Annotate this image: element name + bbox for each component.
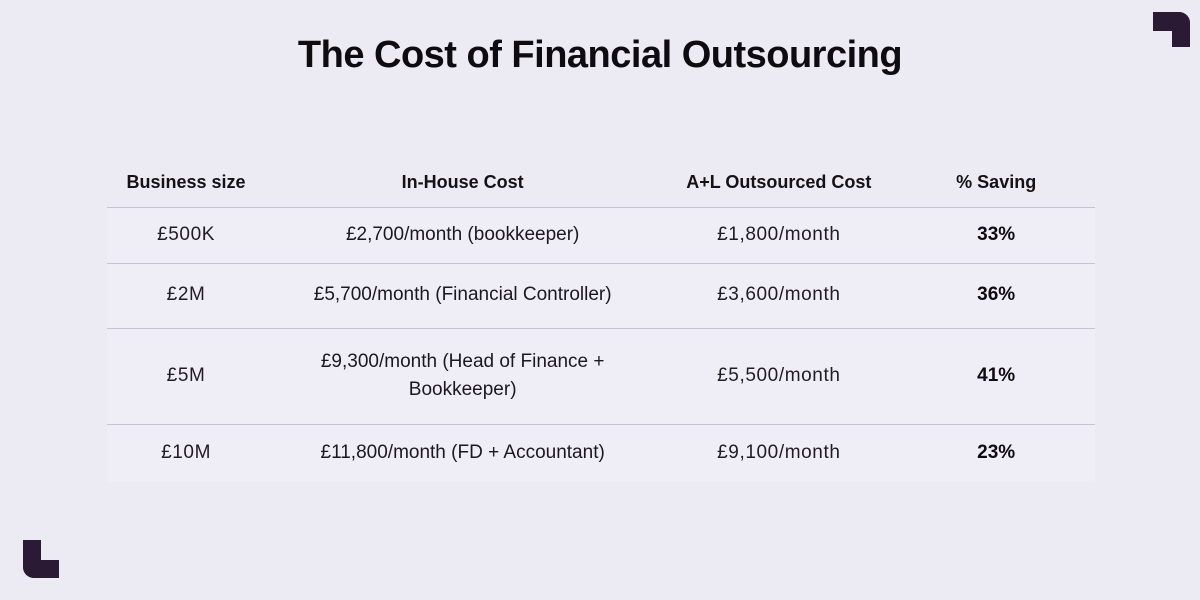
corner-bracket-top-right-icon <box>1153 12 1190 47</box>
table-row <box>107 207 1095 263</box>
table-row <box>107 263 1095 328</box>
page-title: The Cost of Financial Outsourcing <box>297 34 903 76</box>
column-header-business-size: Business size <box>107 158 265 207</box>
cell-percent-saving: 33% <box>897 207 1095 263</box>
cell-business-size: £5M <box>107 328 265 424</box>
cell-business-size: £10M <box>107 424 265 482</box>
l-bracket-bottom-left-icon <box>23 540 59 578</box>
column-header-percent-saving: % Saving <box>897 158 1095 207</box>
cell-in-house-cost: £11,800/month (FD + Accountant) <box>265 424 660 482</box>
table-row <box>107 328 1095 424</box>
cell-in-house-cost: £9,300/month (Head of Finance + Bookkeeper) <box>265 328 660 424</box>
cell-outsourced-cost: £3,600/month <box>660 263 897 328</box>
cell-outsourced-cost: £9,100/month <box>660 424 897 482</box>
cell-business-size: £2M <box>107 263 265 328</box>
cell-in-house-cost: £5,700/month (Financial Controller) <box>265 263 660 328</box>
cell-in-house-cost: £2,700/month (bookkeeper) <box>265 207 660 263</box>
cell-outsourced-cost: £1,800/month <box>660 207 897 263</box>
cell-percent-saving: 41% <box>897 328 1095 424</box>
cell-outsourced-cost: £5,500/month <box>660 328 897 424</box>
column-header-in-house-cost: In-House Cost <box>265 158 660 207</box>
cell-percent-saving: 36% <box>897 263 1095 328</box>
table-header-row <box>107 158 1095 207</box>
cell-business-size: £500K <box>107 207 265 263</box>
cost-comparison-table <box>107 158 1095 482</box>
table-row <box>107 424 1095 482</box>
cell-percent-saving: 23% <box>897 424 1095 482</box>
column-header-outsourced-cost: A+L Outsourced Cost <box>660 158 897 207</box>
